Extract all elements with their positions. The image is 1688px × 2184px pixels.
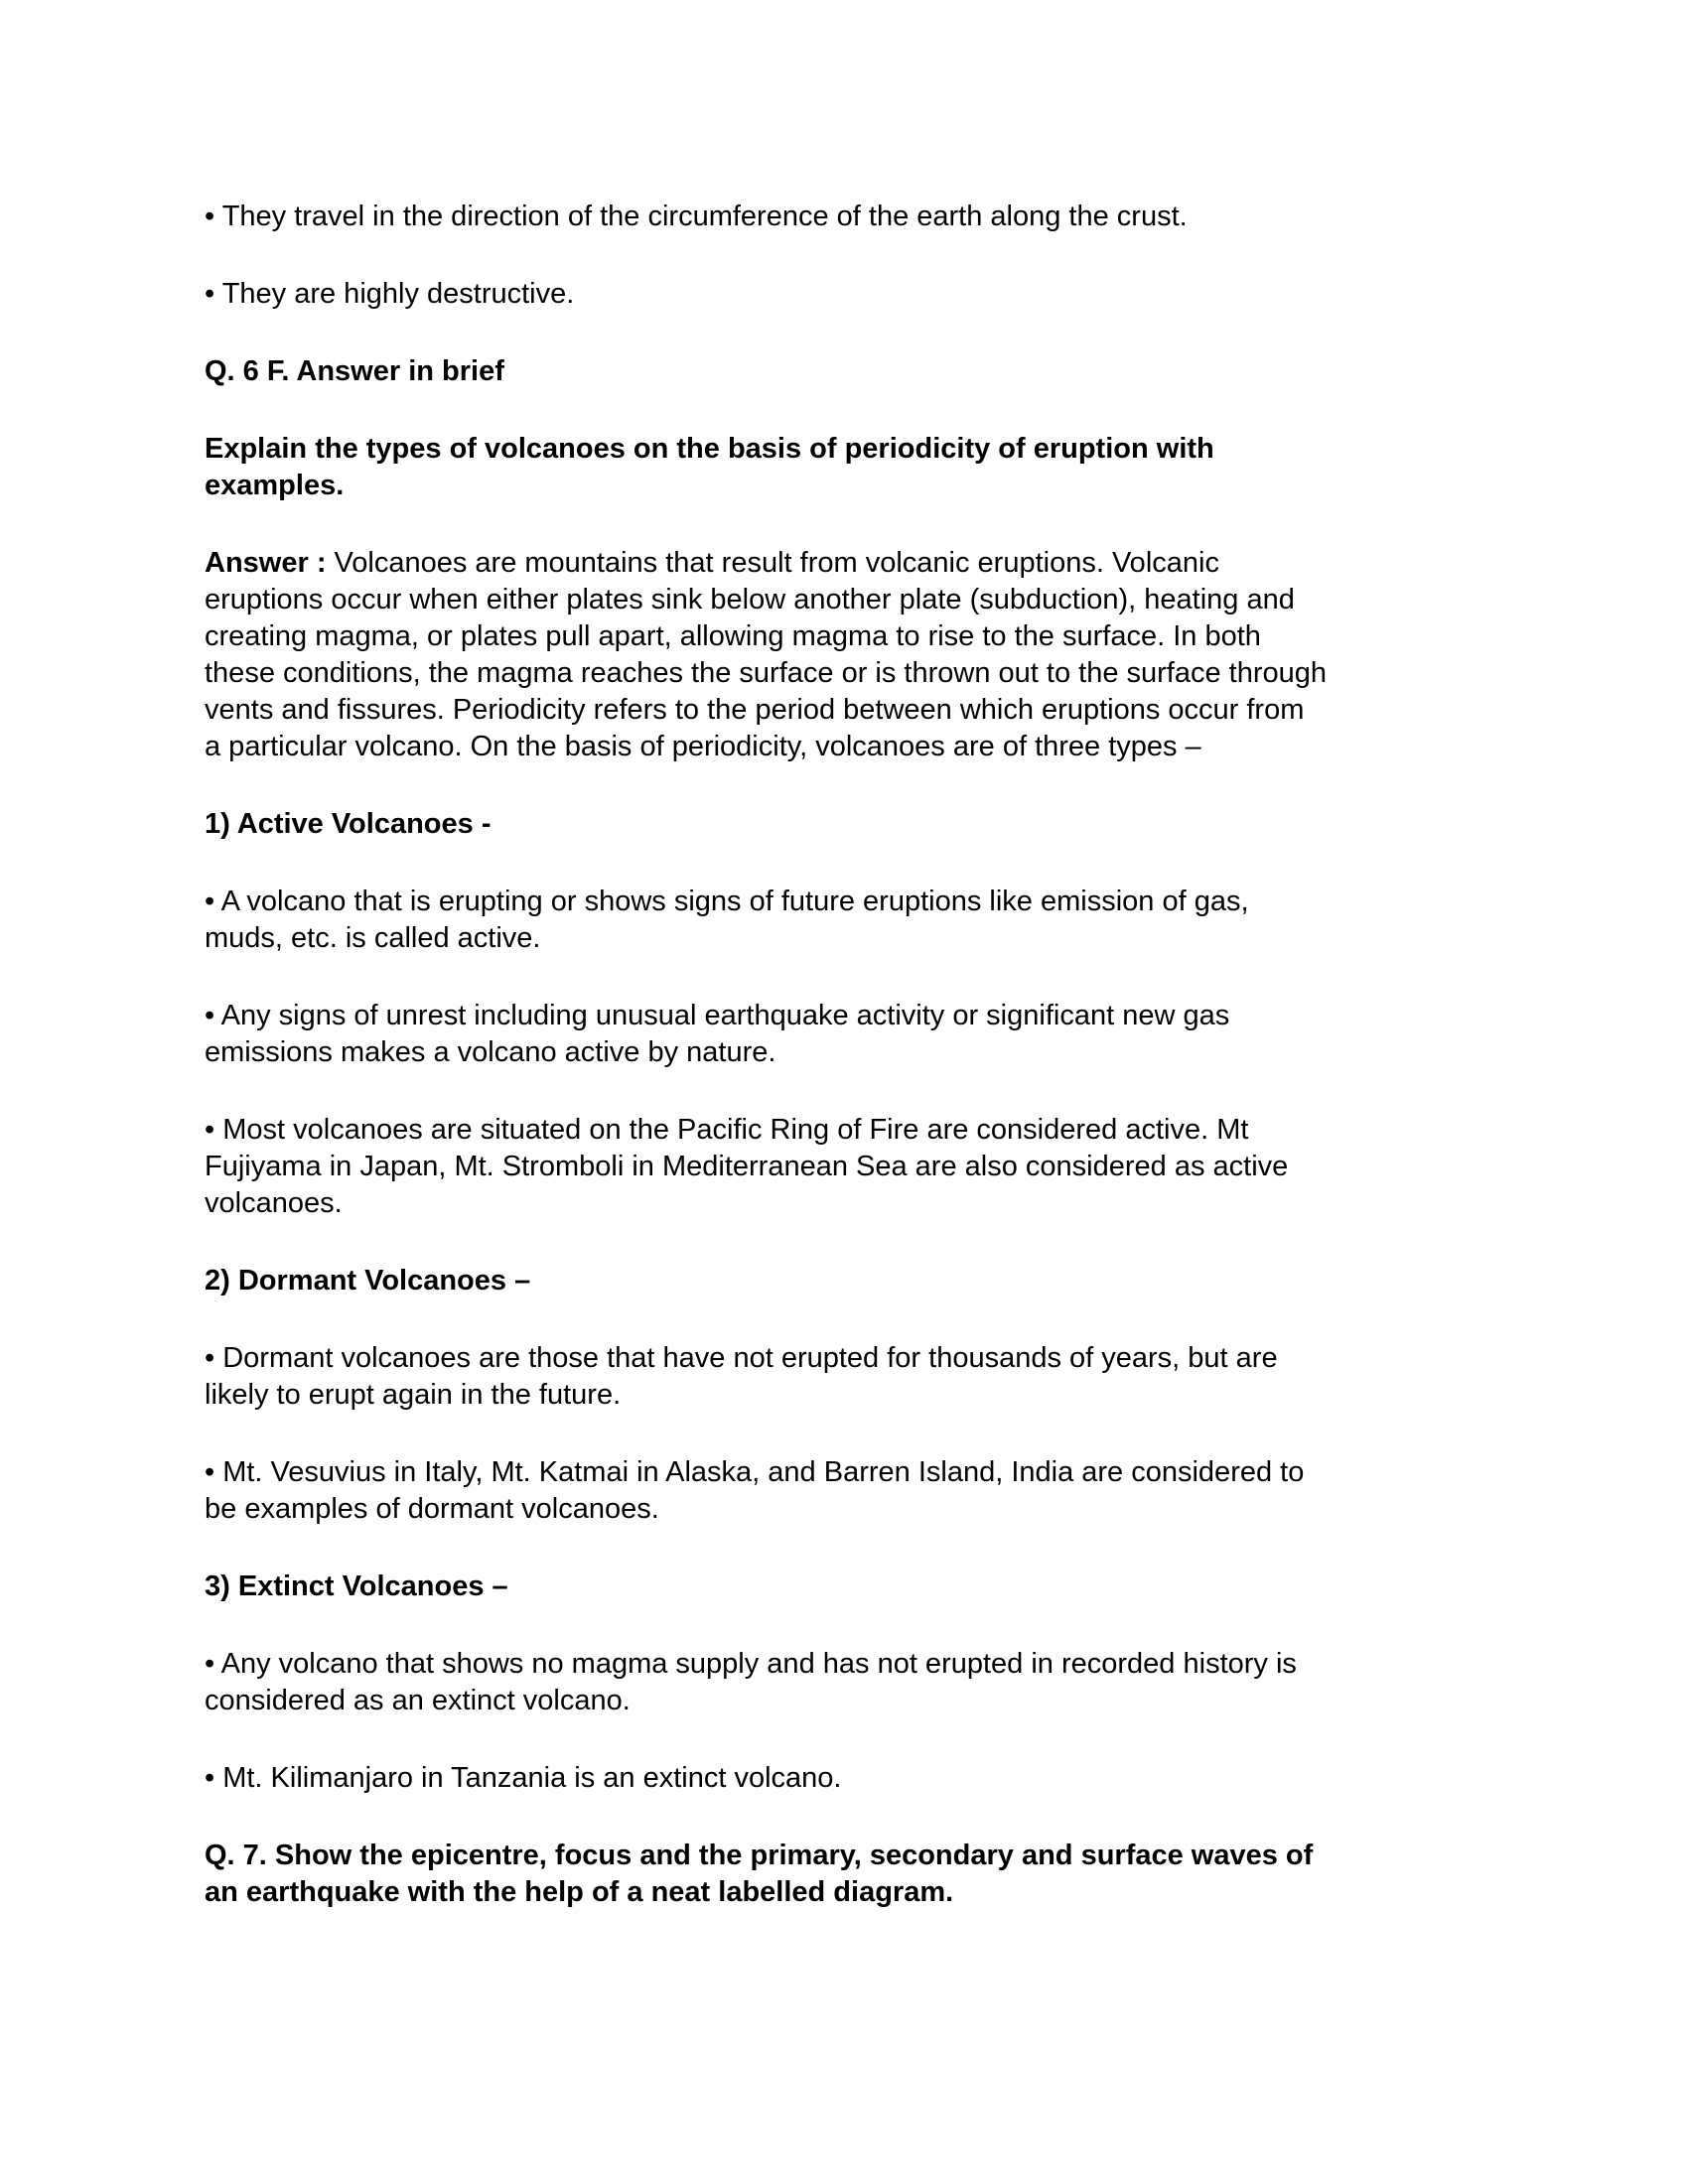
text-line: • Any signs of unrest including unusual earthquake activity or significant new gas	[205, 1000, 1230, 1031]
text-line: • Dormant volcanoes are those that have not erupted for thousands of years, but are	[205, 1342, 1278, 1374]
text-line: be examples of dormant volcanoes.	[205, 1493, 659, 1525]
text-line: • They travel in the direction of the circumference of the earth along the crust.	[205, 201, 1188, 232]
bullet-item	[205, 884, 1327, 957]
text-line: volcanoes.	[205, 1187, 343, 1219]
bullet-item	[205, 276, 1327, 313]
text-line: vents and fissures. Periodicity refers to the period between which eruptions occur from	[205, 694, 1305, 726]
text-line: Answer : Volcanoes are mountains that result from volcanic eruptions. Volcanic	[205, 547, 1219, 579]
bullet-item	[205, 1454, 1327, 1528]
bullet-marker: •	[205, 1000, 221, 1031]
bullet-marker: •	[205, 1342, 223, 1374]
text-line: 3) Extinct Volcanoes –	[205, 1570, 508, 1602]
text-line: an earthquake with the help of a neat labelled diagram.	[205, 1876, 954, 1908]
bullet-marker: •	[205, 886, 221, 917]
text-line: • Most volcanoes are situated on the Pacific Ring of Fire are considered active. Mt	[205, 1114, 1249, 1146]
text-line: these conditions, the magma reaches the surface or is thrown out to the surface through	[205, 657, 1328, 689]
text-line: 1) Active Volcanoes -	[205, 808, 492, 840]
text-line: a particular volcano. On the basis of periodicity, volcanoes are of three types –	[205, 731, 1201, 762]
text-line: Fujiyama in Japan, Mt. Stromboli in Mediterranean Sea are also considered as active	[205, 1151, 1289, 1182]
text-line: likely to erupt again in the future.	[205, 1379, 622, 1411]
text-line: creating magma, or plates pull apart, allowing magma to rise to the surface. In both	[205, 620, 1261, 652]
text-line: eruptions occur when either plates sink below another plate (subduction), heating and	[205, 584, 1295, 615]
text-line: Explain the types of volcanoes on the basis of periodicity of eruption with	[205, 433, 1214, 465]
bullet-item	[205, 1646, 1327, 1719]
answer-paragraph	[205, 545, 1327, 765]
bullet-marker: •	[205, 201, 222, 232]
text-line: 2) Dormant Volcanoes –	[205, 1265, 531, 1297]
text-line: emissions makes a volcano active by nature.	[205, 1036, 776, 1068]
section-heading	[205, 431, 1327, 504]
document-content	[205, 199, 1327, 1952]
text-line: muds, etc. is called active.	[205, 922, 541, 954]
section-heading	[205, 1838, 1327, 1911]
section-heading	[205, 806, 1327, 843]
bullet-marker: •	[205, 278, 222, 310]
bullet-item	[205, 998, 1327, 1071]
text-line: • They are highly destructive.	[205, 278, 575, 310]
text-line: • Any volcano that shows no magma supply and has not erupted in recorded history is	[205, 1648, 1297, 1680]
section-heading	[205, 353, 1327, 390]
bullet-marker: •	[205, 1648, 221, 1680]
bullet-marker: •	[205, 1456, 223, 1488]
text-line: Q. 6 F. Answer in brief	[205, 355, 504, 387]
text-line: • A volcano that is erupting or shows signs of future eruptions like emission of gas,	[205, 886, 1249, 917]
text-line: Q. 7. Show the epicentre, focus and the primary, secondary and surface waves of	[205, 1840, 1314, 1871]
answer-label: Answer :	[205, 547, 335, 579]
section-heading	[205, 1569, 1327, 1605]
bullet-marker: •	[205, 1114, 223, 1146]
bullet-item	[205, 1760, 1327, 1797]
bullet-marker: •	[205, 1762, 223, 1794]
bullet-item	[205, 1112, 1327, 1222]
text-line: examples.	[205, 470, 345, 501]
section-heading	[205, 1263, 1327, 1299]
text-line: • Mt. Kilimanjaro in Tanzania is an extinct volcano.	[205, 1762, 842, 1794]
bullet-item	[205, 199, 1327, 235]
text-line: considered as an extinct volcano.	[205, 1685, 631, 1716]
bullet-item	[205, 1340, 1327, 1414]
text-line: • Mt. Vesuvius in Italy, Mt. Katmai in Alaska, and Barren Island, India are considered to	[205, 1456, 1305, 1488]
